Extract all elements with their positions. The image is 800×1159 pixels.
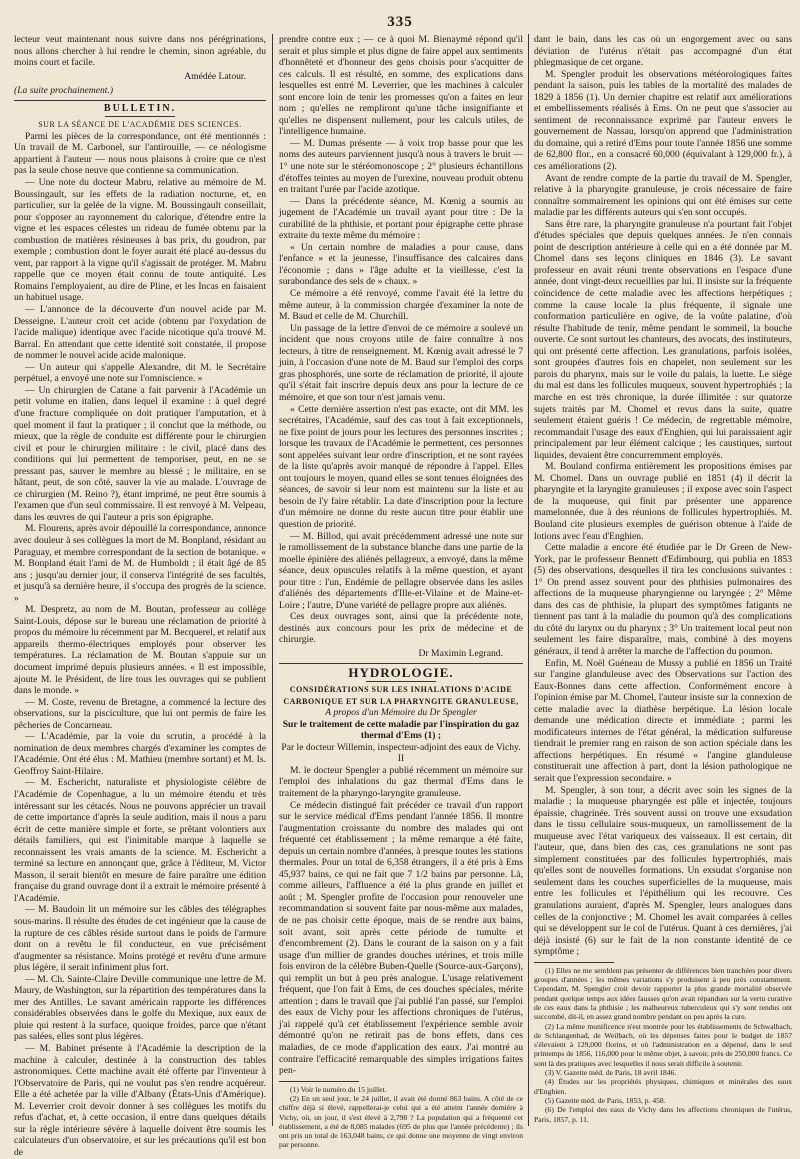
author-signature: Dr Maximin Legrand. (418, 647, 503, 659)
paragraph: « Cette dernière assertion n'est pas exacte, ont dit MM. les secrétaires, l'Académie, sauf des cas tout à fait exceptionnels, ne fixe point de jours pour les lectures des personnes inscrites ; lorsque les travaux de l'Académie le permettent, ces personnes sont appelées suivant leur ordre d'inscription, et ne sont rayées de la liste qu'après avoir manqué de répondre à l'appel. Elles ont toujours le moyen, quand elles se sont tenues éloignées des séances, de savoir si leur nom est maintenu sur la liste et au besoin de l'y faire rétablir. La date d'inscription pour la lecture d'un mémoire ne donne du reste aucun titre pour établir une question de priorité. (279, 403, 523, 530)
footnote-rule (534, 962, 614, 963)
divider (14, 100, 266, 101)
paragraph: prendre contre eux ; — ce à quoi M. Bienaymé répond qu'il serait et plus simple et plus digne de faire appel aux sentiments d'honnêteté et d'honneur des gens choisis pour s'acquitter de ces calculs. Il est résulté, en somme, des explications dans lesquelles est entré M. Leverrier, que les machines à calculer sont encore loin de tenir les promesses qu'on a faites en leur nom ; qu'elles ne rempliront qu'une tâche insignifiante et qu'elles ne dispensent nullement, pour les calculs utiles, de l'intelligence humaine. (279, 34, 523, 138)
footnote: (5) Gazette méd. de Paris, 1853, p. 458. (545, 1095, 666, 1105)
divider (279, 663, 523, 664)
footnote: (4) Études sur les propriétés physiques, chimiques et minérales des eaux d'Enghien. (534, 1077, 792, 1096)
paragraph: Un passage de la lettre d'envoi de ce mémoire a soulevé un incident que nous croyons utile de faire connaître à nos lecteurs, à titre de renseignement. M. Kœnig avait adressé le 7 juin, à l'occasion d'une note de M. Baud sur l'emploi des corps gras phosphorés, une sorte de réclamation de priorité, il ajoute qu'il s'était fait inscrire depuis deux ans pour la lecture de ce mémoire, et que son tour n'est jamais venu. (279, 322, 523, 403)
section-title: HYDROLOGIE. (348, 664, 454, 680)
section-title: BULLETIN. (103, 102, 177, 114)
paragraph: M. Flourens, après avoir dépouillé la correspondance, annonce avec douleur à ses collègues la mort de M. Bonpland, résidant au Paraguay, et membre correspondant de la section de botanique. « M. Bonpland était l'ami de M. de Humboldt ; il était âgé de 85 ans ; jusqu'au dernier jour, il conserva l'intégrité de ses facultés, et jusqu'à sa dernière heure, il s'occupa des progrès de la science. » (14, 523, 266, 604)
footnote: (2) En un seul jour, le 24 juillet, il avait été donné 863 bains. A côté de ce chiffre déjà si élevé, rappellerai-je celui qui a été atteint l'année dernière à Vichy, où, un jour, il s'est élevé à 2,798 ? La population qui a fréquenté cet établissement, a été de 8,085 malades (695 de plus que l'année précédente) ; ils ont pris un total de 163,048 bains, ce qui donne une moyenne de vingt environ par personne. (279, 1093, 523, 1150)
paragraph: — M. Ch. Sainte-Claire Deville communique une lettre de M. Maury, de Washington, sur la répartition des températures dans la mer des Antilles. Le savant américain rapporte les différences considérables observées dans le golfe du Mexique, aux eaux de pluie qui restent à la surface, quoique froides, parce que n'étant pas salées, elles sont plus légères. (14, 973, 266, 1043)
paragraph: Sans être rare, la pharyngite granuleuse n'a pourtant fait l'objet d'études spéciales que depuis quelques années. Je n'en connais point de description antérieure à celle qui en a été donnée par M. Chomel dans ses leçons cliniques en 1846 (3). Le savant professeur en avait réuni trente observations en l'espace d'une année, dont vingt-deux recueillies par lui. Il insiste sur la fréquente coïncidence de cette maladie avec les affections herpétiques ; comme la cause locale la plus fréquente, il signale une conformation particulière en ogive, de la voûte palatine, d'où résulte l'habitude de tenir, même pendant le sommeil, la bouche ouverte. Ce sont surtout les chanteurs, des avocats, des instituteurs, qui ont présenté cette affection. Les granulations, parfois isolées, sont groupées d'autres fois en chapelet, non seulement sur les parois du pharynx, mais sur le voile du palais, la luette. Le siège du mal est dans les follicules muqueux, souvent hypertrophiés ; la marche en est très chronique, la durée illimitée : sur quatorze sujets traités par M. Chomel et revus dans la suite, quatre seulement étaient guéris ! Ce médecin, de regrettable mémoire, recommandait l'usage des eaux d'Enghien, qui lui paraissaient agir principalement par leur élément calcique ; les caustiques, surtout liquides, devaient être concurremment employés. (534, 218, 792, 461)
article-title: CONSIDÉRATIONS SUR LES INHALATIONS D'ACIDE CARBONIQUE ET SUR LA PHARYNGITE GRANULEUSE, (283, 685, 519, 706)
footnote: (1) Voir le numéro du 15 juillet. (290, 1084, 387, 1094)
paragraph: dant le bain, dans les cas où un engorgement avec ou sans déviation de l'utérus n'était pas accompagné d'un état phlegmasique de cet organe. (534, 34, 792, 69)
paragraph: Ce médecin distingué fait précéder ce travail d'un rapport sur le service médical d'Ems pendant l'année 1856. Il montre l'augmentation croissante du nombre des malades qui ont fréquenté cet établissement ; la même remarque a été faite, depuis un certain nombre d'années, à presque toutes les stations thermales. Pour un total de 6,358 étrangers, il a été pris à Ems 45,937 bains, ce qui ne fait que 7 1/2 bains par personne. Là, comme ailleurs, l'affluence a été la plus grande en juillet et août ; M. Spengler profite de l'occasion pour renouveler une recommandation si souvent faite par nous-même aux malades, de ne pas choisir cette époque, mais de se rendre aux bains, soit avant, soit après cette période de tumulte et d'encombrement (2). Dans le courant de la saison on y a fait usage d'un millier de grandes douches utérines, et trois mille fois environ de la célèbre Buben-Quelle (Source-aux-Garçons), qui remplit un but à peu près analogue. L'usage relativement fréquent, que l'on fait à Ems, de ces douches spéciales, mérite attention ; dans le travail que j'ai publié l'an passé, sur l'emploi des eaux de Vichy pour les affections chroniques de l'utérus, j'ai rappelé qu'à cet établissement l'expérience semble avoir démontré qu'on ne retirait pas de bons effets, dans ces maladies, de ce mode d'application des eaux. J'ai montré au contraire l'efficacité remarquable des simples irrigations faites pen- (279, 799, 523, 1077)
column-rule (528, 34, 529, 1126)
paragraph: M. le docteur Spengler a publié récemment un mémoire sur l'emploi des inhalations du gaz thermal d'Ems dans le traitement de la pharyngo-laryngite granuleuse. (279, 764, 523, 799)
part-number: II (397, 753, 405, 765)
footnote: (3) V. Gazette méd. de Paris, 18 avril 1846. (545, 1068, 677, 1078)
paragraph: Enfin, M. Noël Guéneau de Mussy a publié en 1856 un Traité sur l'angine glanduleuse avec des Observations sur l'action des Eaux-Bonnes dans cette affection. Conformément encore à l'opinion émise par M. Chomel, l'auteur insiste sur la connexion de cette maladie avec la diathèse herpétique. La lésion locale demande une médication directe et immédiate ; parmi les modificateurs internes de l'état général, la médication sulfureuse tiendrait le premier rang en raison de son action spéciale dans les affections herpétiques. En résumé « l'angine glanduleuse constituerait une affection à part, dont la lésion pathologique ne serait que l'expression secondaire. » (534, 657, 792, 784)
paragraph: — M. Dumas présente — à voix trop basse pour que les noms des auteurs parviennent jusqu'à nous à travers le bruit — 1° une note sur le stéréomonoscope ; 2° plusieurs échantillons d'étoffes teintes au moyen de l'urexine, nouveau produit obtenu en traitant l'urée par l'acide azotique. (279, 137, 523, 196)
paragraph: M. Despretz, au nom de M. Boutan, professeur au collège Saint-Louis, dépose sur le bureau une réclamation de priorité à propos du mémoire lu récemment par M. Becquerel, et relatif aux appareils thermo-électriques employés pour observer les températures. La réclamation de M. Boutan s'appuie sur un document imprimé depuis plusieurs années. « Il est impossible, ajoute M. le Président, de lire tous les ouvrages qui se publient dans le monde. » (14, 604, 267, 697)
paragraph: — Un chirurgien de Catane a fait parvenir à l'Académie un petit volume en italien, dans lequel il examine : à quel degré d'une fracture compliquée on doit pratiquer l'amputation, et à quel moment il faut la pratiquer ; il conclut que la méthode, ou mieux, que la règle de conduite est différente pour le chirurgien civil et pour le chirurgien militaire : le civil, placé dans des conditions qui lui permettent de temporiser, peut, en ne se pressant pas, sauver le membre au blessé ; le militaire, en se hâtant, peut, de son côté, sauver la vie au malade. L'ouvrage de ce chirurgien (M. Reino ?), étant imprimé, ne peut être soumis à l'examen que d'un seul commissaire. Il est renvoyé à M. Velpeau, dans les œuvres de qui l'auteur a pris son épigraphe. (14, 384, 266, 523)
page-number: 335 (387, 14, 413, 30)
paragraph: — L'annonce de la découverte d'un nouvel acide par M. Desseigne. L'auteur croit cet acide (obtenu par l'oxydation de l'acide malique) identique avec l'acide nicotique qu'a trouvé M. Barral. En attendant que cette identité soit constatée, il propose de nommer le nouvel acide acide malonique. (14, 304, 266, 362)
paragraph: Parmi les pièces de la correspondance, ont été mentionnés : Un travail de M. Carbonel, sur l'antirouille, — ce néologisme appartient à l'auteur — nous nous plaisons à croire que ce n'est pas la seule chose neuve que contienne sa communication. (14, 130, 266, 177)
paragraph: Ces deux ouvrages sont, ainsi que la précédente note, destinés aux concours pour les prix de médecine et de chirurgie. (279, 611, 523, 646)
paragraph: Avant de rendre compte de la partie du travail de M. Spengler, relative à la pharyngite granuleuse, je crois nécessaire de faire connaître sommairement les opinions qui ont été émises sur cette maladie par les différents auteurs qui s'en sont occupés. (534, 172, 792, 219)
footnote: (2) La même munificence n'est montrée pour les établissements de Schwalbach, de Schlangenbad, de Weilbach, où les dépenses faites pour le budget de 1857 s'élevaient à 129,000 florins, et où l'administration en a dépensé, dans le seul printemps de 1856, 116,000 pour le même objet, à savoir, près de 250,000 francs. Ce sont là des pratiques avec lesquelles il nous serait difficile à soutenir. (534, 1021, 792, 1068)
author-signature: Amédée Latour. (184, 70, 246, 82)
paragraph: — M. Eschericht, naturaliste et physiologiste célèbre de l'Académie de Copenhague, a lu un mémoire étendu et très intéressant sur les cétacés. Nous ne pouvons apprécier un travail de cette importance d'après la seule audition, mais il nous a paru écrit de cette manière simple et forte, se prêtant volontiers aux détails familiers, qui est l'inimitable marque à laquelle se reconnaissent les vrais amants de la science. M. Eschericht a terminé sa lecture en annonçant que, grâce à l'éditeur, M. Victor Masson, il serait bientôt en mesure de faire paraître une édition française du grand ouvrage dont il a extrait le mémoire présenté à l'Académie. (14, 777, 266, 904)
paragraph: — Une note du docteur Mabru, relative au mémoire de M. Boussingault, sur les effets de la radiation nocturne, et, en particulier, sur la gelée de la vigne. M. Boussingault conseillait, pour s'opposer au rayonnement du calorique, d'étendre entre la vigne et les espaces célestes un rideau de fumée obtenu par la combustion de matières résineuses à bas prix, du goudron, par exemple ; combustion dont le foyer aurait été placé au-dessus du vent, par rapport à la vigne qu'il s'agissait de protéger. M. Mabru rappelle que ce moyen était connu de toute antiquité. Les Romains l'employaient, au dire de Pline, et les Incas en faisaient un habituel usage. (14, 177, 266, 304)
quote-paragraph: « Un certain nombre de maladies a pour cause, dans l'enfance » et la jeunesse, l'insuffisance des calcaires dans l'économie ; dans » l'âge adulte et la vieillesse, c'est la surabondance des sels de » chaux. » (279, 241, 523, 288)
paragraph: — M. Coste, revenu de Bretagne, a commencé la lecture des observations, sur la pisciculture, que lui ont permis de faire les pêcheries de Concarneau. (14, 696, 266, 731)
column-rule (272, 34, 273, 1126)
footnote: (1) Elles ne me semblent pas présenter de différences bien tranchées pour divers groupes d'années ; les mêmes variations s'y produisent à peu près constamment. Cependant, M. Spengler croit devoir rapporter la plus grande mortalité observée pendant quelque temps aux idées fausses qu'on avait répandues sur la vertu curative de ces eaux dans la phthisie ; les malheureux tuberculeux qui s'y sont rendus ont succombé, dit-il, en assez grand nombre pendant ou peu après la cure. (534, 965, 792, 1022)
article-subtitle: Sur le traitement de cette maladie par l'inspiration du gaz thermal d'Ems (1) ; (282, 718, 520, 742)
paragraph: — Dans la précédente séance, M. Kœnig a soumis au jugement de l'Académie un travail ayant pour titre : De la curabilité de la phthisie, et portant pour épigraphe cette phrase extraite du texte même du mémoire : (279, 195, 523, 242)
paragraph: — M. Billod, qui avait précédemment adressé une note sur le ramollissement de la substance blanche dans une partie de la moelle épinière des aliénés pellagreux, a envoyé, dans la même séance, deux opuscules relatifs à la même question, et ayant pour titre : l'un, Endémie de pellagre observée dans les asiles d'aliénés des départements d'Ille-et-Vilaine et de Maine-et-Loire ; l'autre, D'une variété de pellagre propre aux aliénés. (279, 530, 523, 611)
column-right (534, 34, 792, 1126)
paragraph: M. Spengler produit les observations météorologiques faites pendant la saison, puis les tables de la mortalité des malades de 1829 à 1856 (1). Un dernier chapitre est relatif aux améliorations et embellissements réalisés à Ems. On ne peut que s'associer au sentiment de reconnaissance exprimé par l'auteur envers le gouvernement de Nassau, lorsqu'on apprend que l'administration du domaine, qui a retiré d'Ems pour toute l'année 1856 une somme de 62,800 flor., en a consacré 60,000 (équivalant à 129,000 fr.), à ces améliorations (2). (534, 68, 792, 173)
footnote-rule (279, 1081, 359, 1082)
paragraph: — M. Babinet présente à l'Académie la description de la machine à calculer, destinée à la construction des tables astronomiques. Cette machine avait été offerte par l'inventeur à l'Observatoire de Paris, qui ne voulut pas s'en rendre acquéreur. Elle a été achetée par la ville d'Albany (États-Unis d'Amérique). M. Leverrier croit devoir donner à ses collègues les motifs du refus d'achat, et, à cette occasion, il entre dans quelques détails sur la règle intérieure sévère à laquelle doivent être soumis les calculateurs d'un observatoire, et sur les précautions qu'il est bon de (14, 1043, 266, 1158)
footnote: (6) De l'emploi des eaux de Vichy dans les affections chroniques de l'utérus, Paris, 1857, p. 11. (534, 1105, 792, 1124)
paragraph: Cette maladie a encore été étudiée par le Dr Green de New-York, par le professeur Bennett d'Edimbourg, qui publia en 1853 (5) des observations, desquelles il tira les conclusions suivantes : 1° On prend assez souvent pour des phthisies pulmonaires des affections de la muqueuse pharyngienne ou laryngée ; 2° Même dans des cas de phthisie, la plupart des symptômes fatigants ne tiennent pas tant à la maladie du poumon qu'à des complications du côté du larynx ou du pharynx ; 3° Un traitement local peut non seulement les faire disparaître, mais, combiné à des moyens généraux, il tend à arrêter la marche de l'affection du poumon. (534, 542, 792, 657)
paragraph: — L'Académie, par la voie du scrutin, a procédé à la nomination de deux membres chargés d'examiner les comptes de l'Académie. Ont été élus : M. Mathieu (membre sortant) et M. Is. Geoffroy Saint-Hilaire. (14, 731, 266, 777)
divider (366, 681, 436, 682)
column-left (14, 34, 267, 1158)
paragraph: M. Spengler, à son tour, a décrit avec soin les signes de la maladie ; la muqueuse pharyngée est pâle et injectée, toujours épaissie, chagrinée. Très souvent aussi on trouve une exsudation dans le tissu cellulaire sous-muqueux, un ramollissement de la muqueuse avec l'état variqueux des vaisseaux. Il est certain, dit l'auteur, que, dans bien des cas, ces granulations ne sont pas simplement constituées par des follicules hypertrophiés, mais qu'elles sont de nouvelles formations. Un exsudat s'organise non seulement dans les couches superficielles de la muqueuse, mais entre les follicules et l'épithélium qui les recouvre. Ces granulations auraient, d'après M. Spengler, leurs analogues dans celles de la conjonctive ; M. Chomel les avait comparées à celles qui se développent sur le col de l'utérus. Quant à ces dernières, j'ai déjà insisté (6) sur le fait de la non constante identité de ce symptôme ; (534, 784, 792, 958)
paragraph: Ce mémoire a été renvoyé, comme l'avait été la lettre du même auteur, à la commission chargée d'examiner la note de M. Baud et celle de M. Churchill. (279, 288, 523, 323)
paragraph: — Un auteur qui s'appelle Alexandre, dit M. le Secrétaire perpétuel, a envoyé une note sur l'omniscience. » (14, 361, 266, 385)
byline: Par le docteur Willemin, inspecteur-adjoint des eaux de Vichy. (281, 741, 521, 753)
continued-note: (La suite prochainement.) (14, 85, 114, 97)
paragraph: — M. Baudoin lit un mémoire sur les câbles des télégraphes sous-marins. Il résulte des études de cet ingénieur que la cause de la rupture de ces câbles réside surtout dans le poids de l'armure dont on a revêtu le fil conducteur, en vue précisément d'augmenter sa résistance. Moins protégé et revêtu d'une armure plus légère, il serait infiniment plus fort. (14, 904, 266, 974)
column-middle (279, 34, 523, 1150)
paragraph: M. Bouland confirma entièrement les propositions émises par M. Chomel. Dans un ouvrage publié en 1851 (4) il décrit la pharyngite et la laryngite granuleuses ; il expose avec soin l'aspect de la muqueuse, qui finit par présenter une apparence mamelonnée, due à des réunions de follicules hypertrophiés. M. Bouland cite plusieurs exemples de guérison obtenue à l'aide de lotions avec l'eau d'Enghien. (534, 461, 792, 542)
section-subtitle: SUR LA SÉANCE DE L'ACADÉMIE DES SCIENCES. (38, 120, 242, 130)
article-subtitle: A propos d'un Mémoire du Dr Spengler (325, 707, 477, 719)
intro-paragraph: lecteur veut maintenant nous suivre dans nos pérégrinations, nous allons chercher à lui rendre le chemin, sinon agréable, du moins court et facile. (14, 34, 266, 69)
divider (105, 116, 175, 117)
